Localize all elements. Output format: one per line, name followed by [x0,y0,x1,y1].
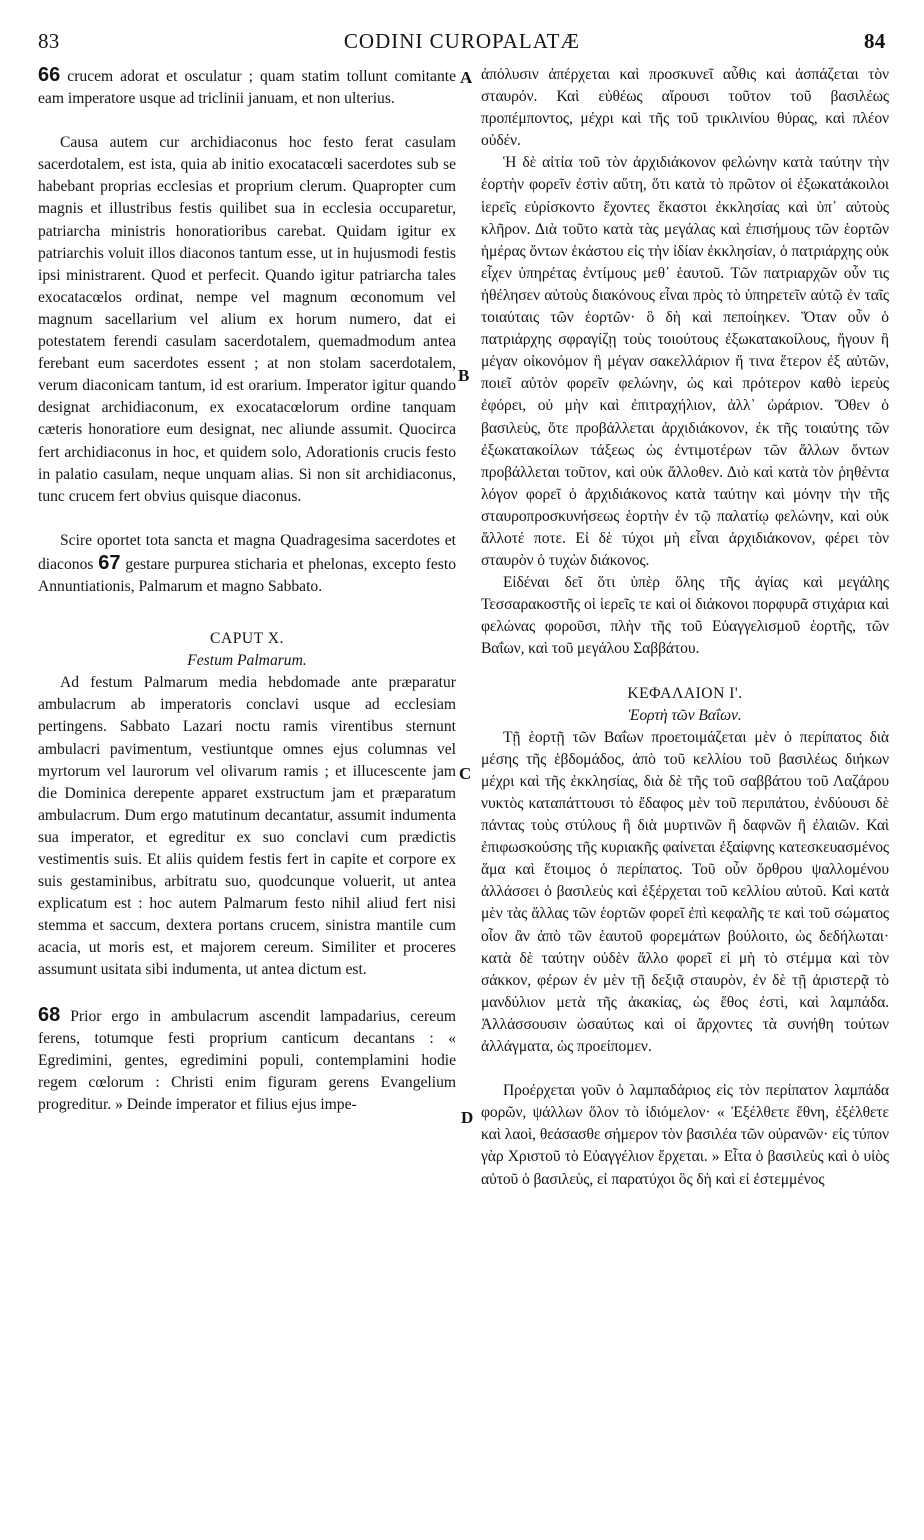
kefalaion-subtitle: Ἑορτὴ τῶν Βαΐων. [628,706,742,724]
caput-title: CAPUT X. [210,630,284,648]
latin-paragraph-66 [38,64,456,110]
margin-letter-b: B [458,366,470,385]
margin-letter-a: A [460,68,473,87]
latin-column [38,64,456,1116]
latin-scire-end: gestare purpurea sticharia et phelonas, excepto festo Annuntiationis, Palmarum et magno Sabbato. [38,555,457,595]
margin-letter-d: D [461,1108,474,1127]
latin-scire-start: Scire oportet tota sancta et magna Quadragesima sacerdotes et diaconos [38,531,456,573]
right-page-number: 84 [864,29,886,53]
latin-paragraph-68 [38,1004,456,1116]
kefalaion-title: ΚΕΦΑΛΑΙΟΝ Ι'. [627,684,743,702]
latin-text-68: Prior ergo in ambulacrum ascendit lampadarius, cereum ferens, totumque festi proprium canticum decantans : « Egredimini, gentes, egredimini populi, contemplamini hodie regem cœlorum : Christi enim figuram gerens Evangelium progreditur. » Deinde imperator et filius ejus impe- [38,1007,456,1113]
greek-paragraph-3: Εἰδέναι δεῖ ὅτι ὑπὲρ ὅλης τῆς ἁγίας καὶ μεγάλης Τεσσαρακοστῆς οἱ ἱερεῖς τε καὶ οἱ διάκονοι πορφυρᾶ στιχάρια καὶ φελώνας φοροῦσι, πλὴν τῆς τοῦ Εὐαγγελισμοῦ ἑορτῆς, τῶν Βαΐων, καὶ τοῦ μεγάλου Σαββάτου. [481,574,889,658]
greek-paragraph-1: ἀπόλυσιν ἀπέρχεται καὶ προσκυνεῖ αὖθις καὶ ἀσπάζεται τὸν σταυρόν. Καὶ εὐθέως αἴρουσι τοῦτον τοῦ βασιλέως προπέμποντος, μέχρι καὶ τῆς τοῦ τρικλινίου θύρας, καὶ πλέον οὐδέν. [481,66,889,150]
greek-paragraph-5: Προέρχεται γοῦν ὁ λαμπαδάριος εἰς τὸν περίπατον λαμπάδα φορῶν, ψάλλων ὅλον τὸ ἰδιόμελον· « Ἐξέλθετε ἔθνη, ἐξέλθετε καὶ λαοὶ, θεάσασθε σήμερον τὸν βασιλέα τῶν οὐρανῶν· εἰς τύπον γὰρ Χριστοῦ τὸ Εὐαγγέλιον ἔρχεται. » Εἶτα ὁ βασιλεὺς καὶ ὁ υἱὸς αὐτοῦ ὁ βασιλεὺς, εἰ παρατύχοι ὃς δὴ καὶ εἰ ἐστεμμένος [481,1082,889,1188]
greek-paragraph-4: Τῇ ἑορτῇ τῶν Βαΐων προετοιμάζεται μὲν ὁ περίπατος διὰ μέσης τῆς ἑβδομάδος, ἀπὸ τοῦ κελλίου τοῦ βασιλέως διήκων μέχρι καὶ τῆς ἐκκλησίας, διὰ δὲ τῆς τοῦ σαββάτου τοῦ Λαζάρου νυκτὸς καταπάττουσι τὸ ἔδαφος μὲν τοῦ περιπάτου, ἐνδύουσι δὲ πάντας τοὺς στύλους ἢ διὰ μυρτινῶν ἢ δαφνῶν ἢ ἐλαιῶν. Καὶ ἐπιφωσκούσης τῆς κυριακῆς φαίνεται ἐξαίφνης κατεσκευασμένος ἅμα καὶ ἕτοιμος ὁ περίπατος. Τοῦ οὖν ὄρθρου ψαλλομένου ἀλλάσσει ὁ βασιλεὺς καὶ ἐξέρχεται τοῦ κελλίου αὐτοῦ. Καὶ κατὰ μὲν τὰς ἄλλας τῶν ἑορτῶν φορεῖ ἐπὶ κεφαλῆς τε καὶ τοῦ σώματος οἷον ἂν ἀπὸ τῶν ἑαυτοῦ φορεμάτων βούλοιτο, ὡς δεδήλωται· κατὰ δὲ ταύτην οὐδὲν ἄλλο φορεῖ εἰ μὴ τὸ στέμμα καὶ τὸν σάκκον, φέρων ἐν μὲν τῇ δεξιᾷ σταυρὸν, ἐν δὲ τῇ ἀριστερᾷ τὸ μανδύλιον μετὰ τῆς ἀκακίας, ὡς ἔθος ἐστὶ, καὶ λαμπάδα. Ἀλλάσσουσιν ὡσαύτως καὶ οἱ ἄρχοντες τὰ συνήθη τούτων ἀλλάγματα, ὡς προείπομεν. [481,728,889,1056]
greek-paragraph-2: Ἡ δὲ αἰτία τοῦ τὸν ἀρχιδιάκονον φελώνην κατὰ ταύτην τὴν ἑορτὴν φορεῖν ἐστὶν αὕτη, ὅτι κατὰ τὸ πρῶτον οἱ ἐξωκατάκοιλοι ἱερεῖς εὑρίσκοντο ἔχοντες ἕκαστοι ἐκκλησίας καὶ ὑπ᾽ αὐτοὺς κλῆρον. Διὰ τοῦτο κατὰ τὰς μεγάλας καὶ ἐπισήμους τῶν ἑορτῶν ἡμέρας ὄντων ἑκάστου εἰς τὴν ἰδίαν ἐκκλησίαν, ὁ πατριάρχης οὐκ εἶχεν ὑπηρέτας ἐντίμους μεθ᾽ ἑαυτοῦ. Τῶν πατριαρχῶν οὖν τις ἠθέλησεν αὐτοὺς διακόνους εἶναι πρὸς τὸ ὑπηρετεῖν αὐτῷ ἐν ταῖς τοιαύταις τῶν ἑορτῶν· ὃ δὴ καὶ πεποίηκεν. Ὅταν οὖν ὁ πατριάρχης σφραγίζῃ τοὺς τοιούτους ἐξωκατακοίλους, ἤγουν ἢ μέγαν οἰκονόμον ἢ μέγαν σακελλάριον ἤ τινα ἕτερον ἐξ αὐτῶν, ποιεῖ αὐτὸν φορεῖν φελώνην, ὡς καὶ πρότερον καθὸ ἱερεὺς ἐφόρει, οὐ μὴν καὶ ἐπιτραχήλιον, ἀλλ᾽ ὠράριον. Ὅθεν ὁ βασιλεὺς, ὅτε προβάλλεται ἀρχιδιάκονον, ἐκ τῆς τοιαύτης τῶν ἐξωκατακοίλων τάξεως ὡς ἐντιμοτέρων τῶν ἄλλων ὄντων προβάλλεται τοῦτον, καὶ οὐκ ἄλλοθεν. Διὸ καὶ κατὰ τὸν ῥηθέντα λόγον φορεῖ ὁ ἀρχιδιάκονος κατὰ ταύτην καὶ μόνην τὴν τῆς σταυροπροσκυνήσεως ἑορτὴν ἐν τῷ παλατίῳ φελώνην, καὶ οὐκ ἄλλοτέ ποτε. Εἰ δὲ τύχοι μὴ εἶναι ἀρχιδιάκονον, φέρει τὸν σταυρὸν ὁ τυχὼν διάκονος. [481,154,889,570]
latin-paragraph-scire [38,530,456,598]
caput-subtitle: Festum Palmarum. [187,652,307,670]
latin-paragraph-causa: Causa autem cur archidiaconus hoc festo ferat casulam sacerdotalem, est ista, quia ab initio exocatacœli sacerdotes sub se habebant proprias ecclesias et proprium clerum. Quapropter cum magnis et illustribus festis quilibet sua in ecclesia occuparetur, patriarcha ministris honoratioribus carebat. Quidam igitur ex patriarchis voluit illos diaconos tantum esse, ut in hujusmodi festis ipsi ministrarent. Quod et perfecit. Quando igitur patriarcha tales exocatacœlos ordinat, nempe vel magnum œconomum vel magnum sacellarium vel alium ex horum numero, dat ei potestatem ferendi casulam sacerdotalem, quemadmodum antea ferebant eum sacerdotes essent ; at non stolam sacerdotalem, verum diaconicam tantum, id est orarium. Imperator igitur quando designat archidiaconum, ex exocatacœlorum ordine tanquam cæteris honoratiore eum designat, nec aliunde assumit. Quocirca fert archidiaconus in hoc, et quidem solo, Adorationis crucis festo in palatio casulam, neque unquam alias. Si non sit archidiaconus, tunc crucem fert obvius quisque diaconus. [38,134,456,505]
section-number-66: 66 [38,64,61,86]
running-head-title: CODINI CUROPALATÆ [343,29,581,53]
section-number-67: 67 [98,551,121,574]
latin-text-66: crucem adorat et osculatur ; quam statim tollunt comitante eam imperatore usque ad triclinii januam, et non ulterius. [38,68,456,108]
left-page-number: 83 [38,29,60,53]
section-number-68: 68 [38,1003,61,1026]
margin-letter-c: C [459,764,472,783]
greek-column [481,64,889,1191]
latin-paragraph-palmarum: Ad festum Palmarum media hebdomade ante præparatur ambulacrum ab imperatoris conclavi usque ad ecclesiam pertingens. Sabbato Lazari noctu ramis virentibus sternunt ambulacri pavimentum, vestiuntque omnes ejus columnas vel myrtorum vel laurorum vel olivarum ramis ; et illucescente jam die Dominica derepente apparet exstructum jam et præparatum ambulacrum. Dum ergo matutinum decantatur, assumit indumenta sua imperator, et egreditur ex suo conclavi cum prædictis vestimentis suis. Et aliis quidem festis fert in capite et corpore ex suis gestaminibus, arbitratu suo, quodcunque voluerit, ut antea explicatum est : hoc autem Palmarum festo nihil aliud fert nisi stemma et saccum, dextera portans crucem, sinistra mantile cum acacia, ut moris est, et majorem cereum. Similiter et proceres assumunt usitata sibi indumenta, ut antea dictum est. [38,674,456,979]
